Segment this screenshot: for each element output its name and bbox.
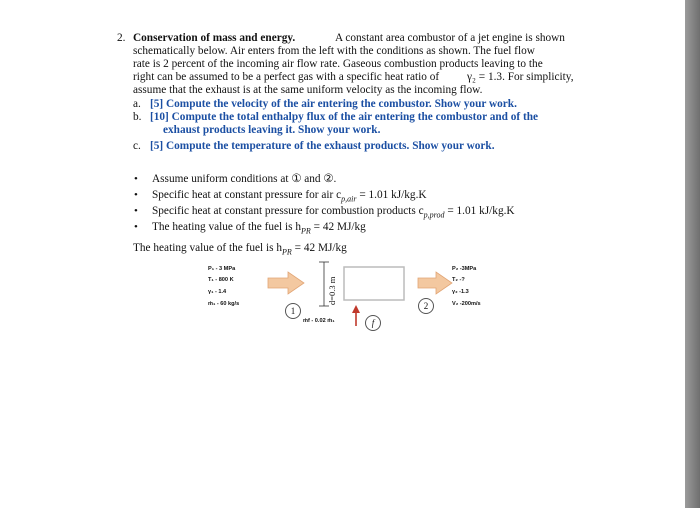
- page-edge: [685, 0, 700, 508]
- bullet-dot: •: [134, 173, 138, 185]
- problem-number: 2.: [117, 32, 126, 44]
- bullet-dot: •: [134, 189, 138, 201]
- inlet-gamma: γ₁ - 1.4: [208, 289, 227, 295]
- part-b-text-2: exhaust products leaving it. Show your work.: [163, 124, 381, 136]
- fuel-station-label: f: [365, 315, 381, 331]
- fuel-mass-flow: ṁf - 0.02 ṁ₁: [303, 318, 335, 324]
- part-b-label: b.: [133, 111, 142, 123]
- part-c-text: [5] Compute the temperature of the exhaust products. Show your work.: [150, 140, 495, 152]
- bullet-1: Assume uniform conditions at ① and ②.: [152, 173, 337, 185]
- outlet-arrow: [418, 272, 452, 294]
- intro-line-4: right can be assumed to be a perfect gas with a specific heat ratio of: [133, 71, 440, 83]
- bullet-4: The heating value of the fuel is $h_{PR} = 42$ MJ/kg: [152, 221, 366, 236]
- outlet-pressure: P₂ -3MPa: [452, 266, 477, 272]
- intro-line-5: assume that the exhaust is at the same uniform velocity as the incoming flow.: [133, 84, 483, 96]
- part-a-label: a.: [133, 98, 141, 110]
- inlet-mass-flow: ṁ₁ - 60 kg/s: [208, 301, 240, 307]
- station-2-label: 2: [418, 298, 434, 314]
- bullet-3: Specific heat at constant pressure for combustion products $c_{p,prod} = 1.01$ kJ/kg.K: [152, 205, 515, 220]
- inlet-temperature: T₁ - 800 K: [208, 277, 234, 283]
- fuel-arrow-head: [352, 305, 360, 313]
- intro-line-4-gamma: γ₂ = 1.3. For simplicity,: [467, 71, 574, 83]
- intro-line-2: schematically below. Air enters from the left with the conditions as shown. The fuel flow: [133, 45, 535, 57]
- station-1-label: 1: [285, 303, 301, 319]
- problem-title: Conservation of mass and energy.: [133, 32, 296, 44]
- inlet-pressure: P₁ - 3 MPa: [208, 266, 236, 272]
- part-b-text: [10] Compute the total enthalpy flux of the air entering the combustor and of the: [150, 111, 539, 123]
- part-c-label: c.: [133, 140, 141, 152]
- outlet-temperature: T₂ -?: [452, 277, 465, 283]
- part-a-text: [5] Compute the velocity of the air entering the combustor. Show your work.: [150, 98, 517, 110]
- combustor-box: [344, 267, 404, 300]
- inlet-arrow: [268, 272, 304, 294]
- intro-line-1: A constant area combustor of a jet engine is shown: [335, 32, 565, 44]
- bullet-dot: •: [134, 205, 138, 217]
- height-label: d=0.3 m: [327, 276, 337, 305]
- bullet-dot: •: [134, 221, 138, 233]
- outlet-velocity: V₂ -200m/s: [452, 301, 481, 307]
- intro-line-3: rate is 2 percent of the incoming air flow rate. Gaseous combustion products leaving to the: [133, 58, 543, 70]
- heating-value-line: The heating value of the fuel is $h_{PR} = 42$ MJ/kg: [133, 242, 347, 257]
- bullet-2: Specific heat at constant pressure for air $c_{p,air} = 1.01$ kJ/kg.K: [152, 189, 427, 204]
- outlet-gamma: γ₂ -1.3: [452, 289, 469, 295]
